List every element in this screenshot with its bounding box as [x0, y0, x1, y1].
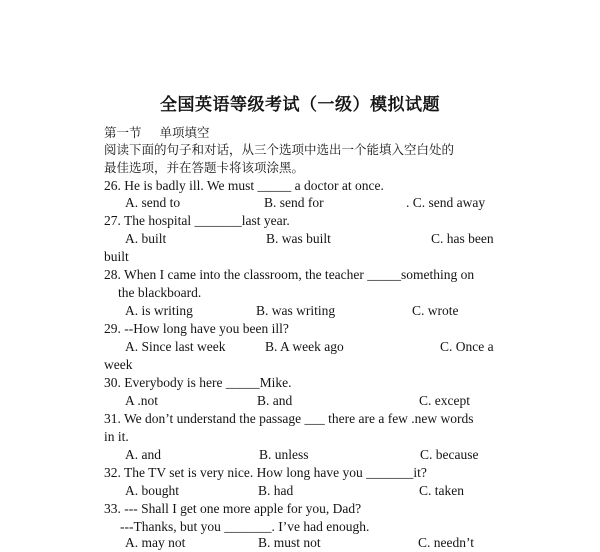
question-26-option-c: . C. send away: [406, 195, 486, 210]
question-27-wrap: built: [104, 249, 129, 264]
question-30-stem: 30. Everybody is here _____Mike.: [104, 375, 292, 390]
section-number: 第一节: [104, 125, 142, 140]
section-heading: [104, 124, 210, 142]
question-31-option-a: A. and: [125, 447, 161, 462]
question-31-stem: 31. We don’t understand the passage ___ there are a few .new words: [104, 411, 474, 426]
question-31-option-c: C. because: [420, 447, 479, 462]
instructions: [104, 141, 504, 177]
question-29-stem: 29. --How long have you been ill?: [104, 321, 289, 336]
question-28-option-a: A. is writing: [125, 303, 193, 318]
question-26-option-a: A. send to: [125, 195, 181, 210]
question-33-stem-cont: ---Thanks, but you _______. I’ve had enough.: [120, 519, 370, 534]
question-33-stem: 33. --- Shall I get one more apple for you, Dad?: [104, 501, 362, 516]
question-31-wrap: in it.: [104, 429, 129, 444]
question-30-option-a: A .not: [125, 393, 159, 408]
question-32-option-c: C. taken: [419, 483, 464, 498]
question-33-option-b: B. must not: [258, 535, 321, 550]
question-31-option-b: B. unless: [259, 447, 309, 462]
question-27-option-a: A. built: [125, 231, 167, 246]
instructions-line: 最佳选项，并在答题卡将该项涂黑。: [104, 160, 305, 175]
question-26-option-b: B. send for: [264, 195, 324, 210]
question-28-option-b: B. was writing: [256, 303, 336, 318]
question-32-option-b: B. had: [258, 483, 294, 498]
question-32-option-a: A. bought: [125, 483, 179, 498]
question-29-option-a: A. Since last week: [125, 339, 226, 354]
page-title: 全国英语等级考试（一级）模拟试题: [160, 95, 440, 115]
instructions-line: 阅读下面的句子和对话，从三个选项中选出一个能填入空白处的: [104, 142, 455, 157]
section-name: 单项填空: [159, 125, 210, 140]
question-27-option-c: C. has been: [431, 231, 494, 246]
question-27-option-b: B. was built: [266, 231, 331, 246]
question-33-option-c: C. needn’t: [418, 535, 474, 550]
question-29-wrap: week: [104, 357, 133, 372]
question-26-stem: 26. He is badly ill. We must _____ a doctor at once.: [104, 178, 384, 193]
question-29-option-c: C. Once a: [440, 339, 494, 354]
question-29-option-b: B. A week ago: [265, 339, 344, 354]
question-30-option-b: B. and: [257, 393, 293, 408]
question-30-option-c: C. except: [419, 393, 470, 408]
question-27-stem: 27. The hospital _______last year.: [104, 213, 290, 228]
question-28-stem-cont: the blackboard.: [118, 285, 202, 300]
question-32-stem: 32. The TV set is very nice. How long have you _______it?: [104, 465, 427, 480]
question-28-stem: 28. When I came into the classroom, the teacher _____something on: [104, 267, 475, 282]
question-28-option-c: C. wrote: [412, 303, 459, 318]
question-33-option-a: A. may not: [125, 535, 186, 550]
